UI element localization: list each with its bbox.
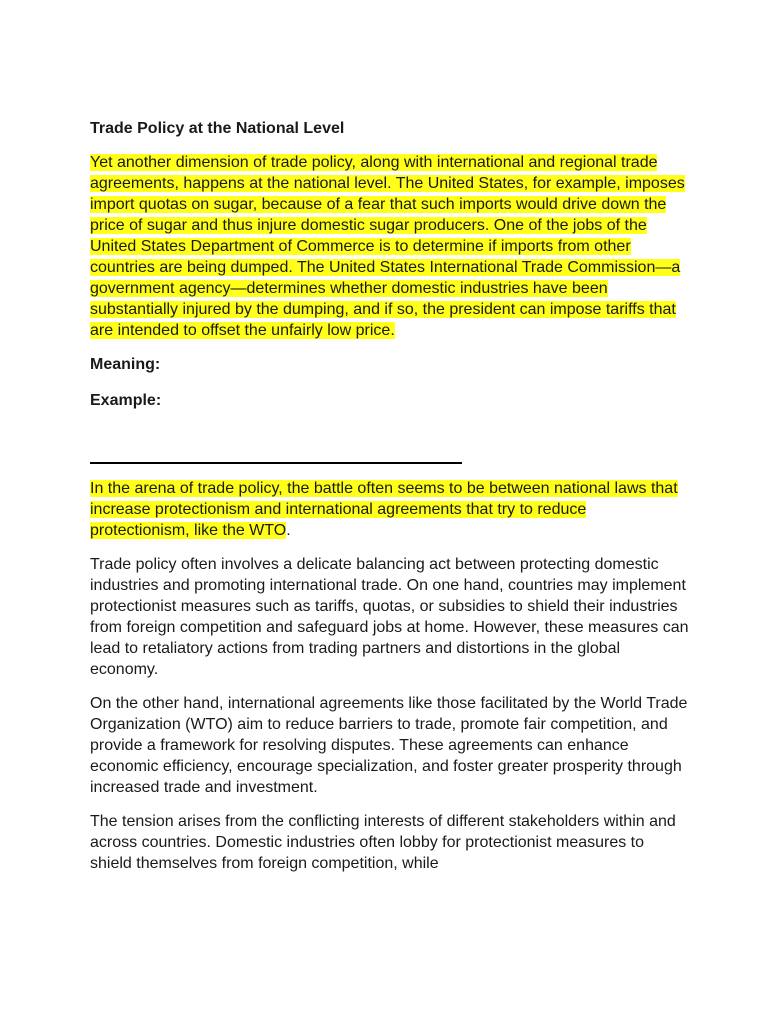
meaning-label: Meaning: <box>90 356 161 373</box>
paragraph-balancing-act: Trade policy often involves a delicate balancing act between protecting domestic industries and promoting international trade. On one hand, countries may implement protectionist measures such as tariffs, quotas, or subsidies to shield their industries from foreign competition and safeguard jobs at home. However, these measures can lead to retaliatory actions from trading partners and distortions in the global economy. <box>90 556 689 678</box>
highlighted-text: In the arena of trade policy, the battle often seems to be between national laws that increase protectionism and international agreements that try to reduce protectionism, like the WTO <box>90 480 678 539</box>
blank-space <box>90 426 690 462</box>
highlighted-text: Yet another dimension of trade policy, along with international and regional trade agreements, happens at the national level. The United States, for example, imposes import quotas on sugar, because of a fear that such imports would drive down the price of sugar and thus injure domestic sugar producers. One of the jobs of the United States Department of Commerce is to determine if imports from other countries are being dumped. The United States International Trade Commission—a government agency—determines whether domestic industries have been substantially injured by the dumping, and if so, the president can impose tariffs that are intended to offset the unfairly low price. <box>90 154 685 339</box>
horizontal-rule <box>90 462 462 464</box>
example-label: Example: <box>90 392 162 409</box>
highlighted-paragraph-arena <box>90 478 690 541</box>
section-heading: Trade Policy at the National Level <box>90 120 345 137</box>
paragraph-international-agreements: On the other hand, international agreements like those facilitated by the World Trade Organization (WTO) aim to reduce barriers to trade, promote fair competition, and provide a framework for resolving disputes. These agreements can enhance economic efficiency, encourage specialization, and foster greater prosperity through increased trade and investment. <box>90 695 688 796</box>
paragraph-tension: The tension arises from the conflicting interests of different stakeholders within and across countries. Domestic industries often lobby for protectionist measures to shield themselves from foreign competition, while <box>90 813 676 872</box>
sentence-end: . <box>286 522 291 539</box>
highlighted-paragraph-national-level <box>90 152 690 341</box>
document-page <box>90 118 690 887</box>
